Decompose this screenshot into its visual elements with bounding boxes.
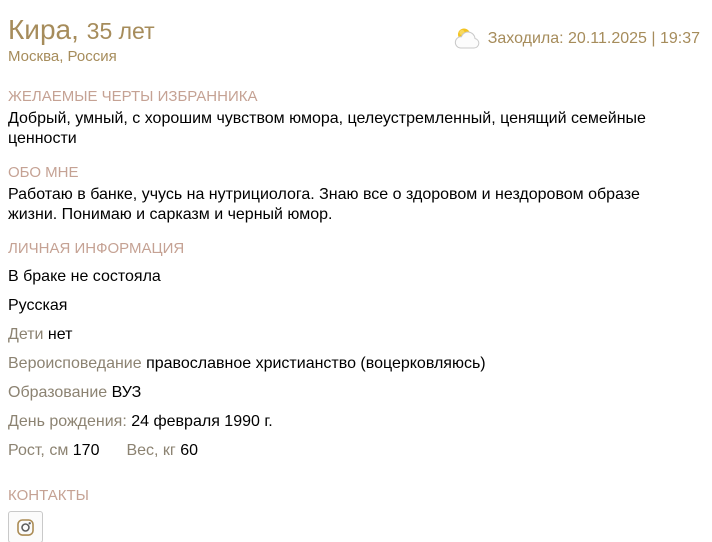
religion-label: Вероисповедание xyxy=(8,355,142,372)
info-row-children xyxy=(8,325,700,344)
education-value: ВУЗ xyxy=(111,384,142,401)
profile-header xyxy=(8,14,700,65)
section-header-desired-traits: ЖЕЛАЕМЫЕ ЧЕРТЫ ИЗБРАННИКА xyxy=(8,88,258,105)
desired-traits-text: Добрый, умный, с хорошим чувством юмора, целеустремленный, ценящий семейные ценности xyxy=(8,110,646,147)
info-row-measurements xyxy=(8,441,700,460)
section-desired-traits xyxy=(8,89,700,149)
info-row-ethnicity xyxy=(8,296,700,315)
partly-cloudy-icon xyxy=(454,27,480,50)
about-me-text: Работаю в банке, учусь на нутрициолога. Знаю все о здоровом и нездоровом образе жизни. Понимаю и сарказм и черный юмор. xyxy=(8,186,640,223)
children-label: Дети xyxy=(8,326,44,343)
education-label: Образование xyxy=(8,384,108,401)
weight-value: 60 xyxy=(180,442,199,459)
section-header-about-me: ОБО МНЕ xyxy=(8,164,79,181)
last-seen-status xyxy=(454,27,700,50)
last-seen-text: Заходила: 20.11.2025 | 19:37 xyxy=(487,29,700,47)
weight-pair xyxy=(126,442,198,459)
profile-name: Кира, xyxy=(8,14,79,45)
info-row-education xyxy=(8,383,700,402)
birthday-value: 24 февраля 1990 г. xyxy=(131,413,273,430)
height-label: Рост, см xyxy=(8,442,69,459)
children-value: нет xyxy=(47,326,73,343)
height-value: 170 xyxy=(72,442,100,459)
ethnicity-value: Русская xyxy=(8,297,68,314)
info-row-marital-status xyxy=(8,267,700,286)
profile-location: Москва, Россия xyxy=(8,48,117,65)
personal-info-rows xyxy=(8,267,700,460)
instagram-button[interactable] xyxy=(8,511,43,542)
height-pair xyxy=(8,442,99,459)
birthday-label: День рождения: xyxy=(8,413,127,430)
section-personal-info xyxy=(8,241,700,460)
section-header-contacts: КОНТАКТЫ xyxy=(8,487,89,504)
section-contacts xyxy=(8,488,700,542)
religion-value: православное христианство (воцерковляюсь) xyxy=(146,355,486,372)
instagram-icon xyxy=(16,518,35,537)
section-header-personal-info: ЛИЧНАЯ ИНФОРМАЦИЯ xyxy=(8,240,185,257)
marital-status-value: В браке не состояла xyxy=(8,268,161,285)
page-title xyxy=(8,14,155,47)
identity-block xyxy=(8,14,155,65)
profile-age: 35 лет xyxy=(86,18,155,44)
info-row-birthday xyxy=(8,412,700,431)
info-row-religion xyxy=(8,354,700,373)
section-about-me xyxy=(8,165,700,225)
weight-label: Вес, кг xyxy=(126,442,176,459)
